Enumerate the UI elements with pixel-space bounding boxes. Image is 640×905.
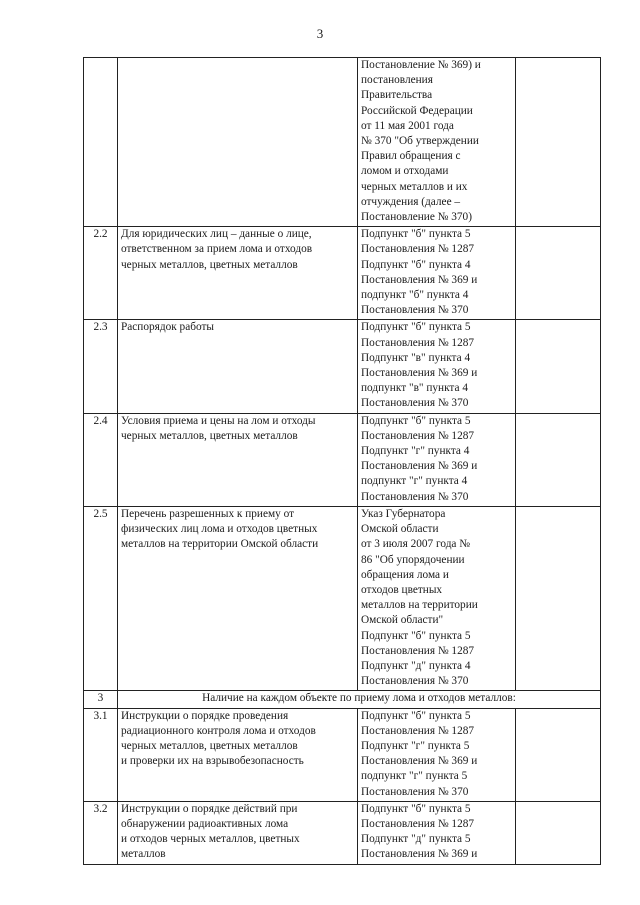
- requirement-line: Перечень разрешенных к приему от: [121, 507, 295, 520]
- item-number: 2.4: [84, 413, 118, 506]
- legal-basis-line: Постановления № 369 и: [361, 755, 478, 768]
- legal-basis-line: Постановления № 1287: [361, 724, 475, 737]
- requirement-line: металлов на территории Омской области: [121, 538, 319, 551]
- table-row: [84, 708, 601, 801]
- legal-basis-line: от 3 июля 2007 года №: [361, 538, 471, 551]
- item-number: 2.5: [84, 506, 118, 690]
- legal-basis-line: Постановления № 369 и: [361, 848, 478, 861]
- legal-basis-line: Подпункт "б" пункта 5: [361, 321, 471, 334]
- requirement-line: Инструкции о порядке проведения: [121, 709, 289, 722]
- item-number: 3: [84, 691, 118, 708]
- legal-basis-line: Постановления № 370: [361, 304, 469, 317]
- requirement-text: [118, 801, 358, 864]
- legal-basis: [358, 413, 516, 506]
- legal-basis-line: Омской области: [361, 523, 439, 536]
- legal-basis-line: черных металлов и их: [361, 180, 468, 193]
- requirement-line: черных металлов, цветных металлов: [121, 739, 298, 752]
- requirement-line: металлов: [121, 848, 166, 861]
- requirement-line: Распорядок работы: [121, 321, 214, 334]
- legal-basis-line: подпункт "в" пункта 4: [361, 382, 468, 395]
- requirements-table: [83, 57, 601, 865]
- item-number: 3.1: [84, 708, 118, 801]
- legal-basis-line: Постановления № 1287: [361, 243, 475, 256]
- legal-basis-line: Подпункт "б" пункта 5: [361, 802, 471, 815]
- legal-basis-line: Постановления № 1287: [361, 429, 475, 442]
- legal-basis-line: Российской Федерации: [361, 104, 473, 117]
- legal-basis-line: подпункт "г" пункта 5: [361, 770, 468, 783]
- legal-basis: [358, 506, 516, 690]
- legal-basis-line: Указ Губернатора: [361, 507, 446, 520]
- legal-basis-line: подпункт "г" пункта 4: [361, 475, 468, 488]
- requirement-line: Условия приема и цены на лом и отходы: [121, 414, 316, 427]
- item-number: [84, 58, 118, 227]
- notes-cell: [516, 708, 601, 801]
- table-row: [84, 801, 601, 864]
- notes-cell: [516, 506, 601, 690]
- legal-basis-line: № 370 "Об утверждении: [361, 135, 479, 148]
- table-body: [84, 58, 601, 865]
- requirement-line: и отходов черных металлов, цветных: [121, 833, 300, 846]
- legal-basis-line: Постановления № 370: [361, 397, 469, 410]
- legal-basis-line: Постановления № 370: [361, 490, 469, 503]
- legal-basis-line: металлов на территории: [361, 599, 478, 612]
- legal-basis-line: отходов цветных: [361, 583, 443, 596]
- legal-basis-line: Постановления № 370: [361, 785, 469, 798]
- requirement-text: [118, 506, 358, 690]
- table-row: [84, 58, 601, 227]
- legal-basis-line: Постановления № 369 и: [361, 460, 478, 473]
- item-number: 2.3: [84, 320, 118, 413]
- notes-cell: [516, 801, 601, 864]
- legal-basis-line: Правительства: [361, 89, 433, 102]
- legal-basis-line: Постановления № 1287: [361, 336, 475, 349]
- legal-basis-line: Постановления № 1287: [361, 644, 475, 657]
- notes-cell: [516, 413, 601, 506]
- legal-basis: [358, 708, 516, 801]
- legal-basis-line: Постановления № 369 и: [361, 367, 478, 380]
- legal-basis-line: отчуждения (далее –: [361, 195, 461, 208]
- notes-cell: [516, 227, 601, 320]
- requirement-line: Для юридических лиц – данные о лице,: [121, 228, 312, 241]
- notes-cell: [516, 320, 601, 413]
- requirement-text: [118, 320, 358, 413]
- requirement-line: и проверки их на взрывобезопасность: [121, 755, 304, 768]
- legal-basis-line: ломом и отходами: [361, 165, 449, 178]
- legal-basis-line: Постановление № 370): [361, 211, 472, 224]
- legal-basis-line: Постановления № 370: [361, 675, 469, 688]
- legal-basis: [358, 227, 516, 320]
- legal-basis-line: Подпункт "б" пункта 4: [361, 258, 471, 271]
- requirement-text: [118, 708, 358, 801]
- legal-basis-line: Постановление № 369) и: [361, 59, 481, 71]
- table-row: [84, 227, 601, 320]
- requirement-line: радиационного контроля лома и отходов: [121, 724, 316, 737]
- legal-basis-line: Подпункт "г" пункта 4: [361, 445, 470, 458]
- requirement-line: черных металлов, цветных металлов: [121, 429, 298, 442]
- legal-basis-line: Подпункт "д" пункта 4: [361, 659, 471, 672]
- legal-basis-line: Подпункт "г" пункта 5: [361, 739, 470, 752]
- legal-basis: [358, 58, 516, 227]
- section-heading: Наличие на каждом объекте по приему лома и отходов металлов:: [118, 691, 601, 708]
- page-number: 3: [316, 26, 324, 41]
- requirement-line: ответственном за прием лома и отходов: [121, 243, 313, 256]
- legal-basis-line: Постановления № 369 и: [361, 273, 478, 286]
- legal-basis-line: Подпункт "б" пункта 5: [361, 228, 471, 241]
- table-row: [84, 506, 601, 690]
- requirement-line: обнаружении радиоактивных лома: [121, 817, 289, 830]
- legal-basis: [358, 801, 516, 864]
- legal-basis-line: Подпункт "б" пункта 5: [361, 629, 471, 642]
- requirement-text: [118, 58, 358, 227]
- requirement-text: [118, 413, 358, 506]
- notes-cell: [516, 58, 601, 227]
- requirement-line: физических лиц лома и отходов цветных: [121, 523, 318, 536]
- requirement-line: черных металлов, цветных металлов: [121, 258, 298, 271]
- requirement-text: [118, 227, 358, 320]
- table-row: [84, 320, 601, 413]
- legal-basis-line: 86 "Об упорядочении: [361, 553, 465, 566]
- table-row: [84, 413, 601, 506]
- legal-basis-line: Подпункт "д" пункта 5: [361, 833, 471, 846]
- item-number: 3.2: [84, 801, 118, 864]
- legal-basis: [358, 320, 516, 413]
- legal-basis-line: Постановления № 1287: [361, 817, 475, 830]
- legal-basis-line: Подпункт "б" пункта 5: [361, 414, 471, 427]
- requirement-line: Инструкции о порядке действий при: [121, 802, 298, 815]
- legal-basis-line: обращения лома и: [361, 568, 449, 581]
- legal-basis-line: подпункт "б" пункта 4: [361, 289, 469, 302]
- legal-basis-line: Подпункт "б" пункта 5: [361, 709, 471, 722]
- legal-basis-line: Правил обращения с: [361, 150, 461, 163]
- item-number: 2.2: [84, 227, 118, 320]
- legal-basis-line: Омской области": [361, 614, 444, 627]
- legal-basis-line: постановления: [361, 74, 433, 87]
- legal-basis-line: от 11 мая 2001 года: [361, 119, 454, 132]
- table-row: [84, 691, 601, 708]
- legal-basis-line: Подпункт "в" пункта 4: [361, 351, 471, 364]
